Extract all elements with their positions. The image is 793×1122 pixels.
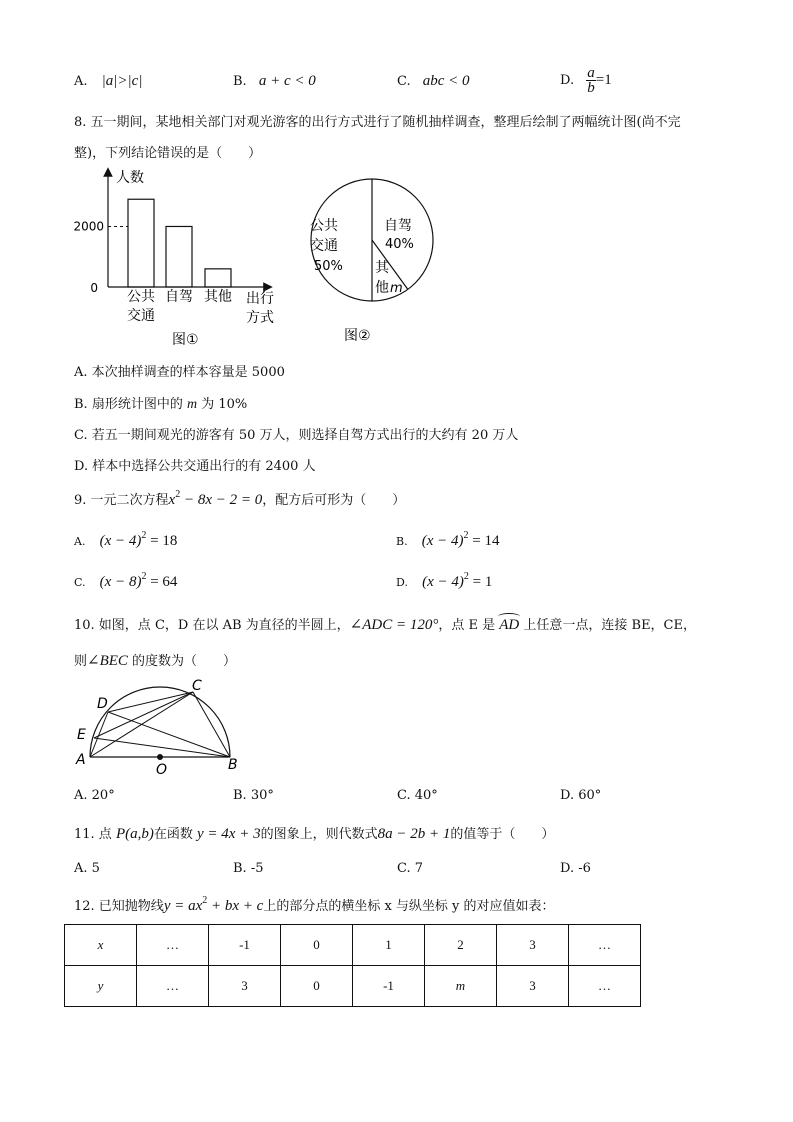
- bar-chart-ytick-2000: 2000: [73, 219, 104, 234]
- label-o: O: [156, 762, 168, 777]
- bar-chart-ylabel: 人数: [116, 170, 144, 186]
- bar-category-label-0-0: 公共: [127, 289, 155, 305]
- pie-label-other-line2: 他: [375, 280, 389, 296]
- label-b: B: [228, 757, 238, 773]
- q12-stem: 12. 已知抛物线$y = ax^2$ + bx + c上的部分点的横坐标 x 与纵坐标 y 的对应值如表：: [74, 895, 555, 914]
- pie-value-other: m: [390, 281, 403, 296]
- table-row-y: [65, 966, 641, 1007]
- bar-category-label-2-0: 其他: [204, 289, 232, 305]
- bar-category-label-0-1: 交通: [127, 308, 155, 324]
- q9-option-d[interactable]: D. $(x - 4)^2 = 1$: [396, 571, 493, 590]
- table-cell: y: [65, 966, 137, 1007]
- q9-option-b[interactable]: B. $(x - 4)^2 = 14$: [396, 530, 500, 549]
- label-a: A: [76, 752, 86, 768]
- q12-value-table: [64, 924, 641, 1007]
- bar-1: [166, 226, 192, 287]
- q10-arc-ad: AD: [499, 617, 520, 633]
- semicircle-arc: [90, 687, 230, 757]
- pie-chart-title: 图②: [344, 328, 371, 344]
- pie-chart-figure-2: [300, 168, 450, 348]
- table-cell: m: [425, 966, 497, 1007]
- table-cell: 0: [281, 966, 353, 1007]
- q8-option-a[interactable]: A. 本次抽样调查的样本容量是 5000: [74, 365, 285, 380]
- q10-option-b[interactable]: B. 30°: [233, 788, 274, 803]
- segment-eb: [94, 738, 230, 757]
- q7-option-c[interactable]: C. abc < 0: [397, 73, 470, 89]
- bar-2: [205, 269, 231, 287]
- table-cell: x: [65, 925, 137, 966]
- bar-chart-xlabel-line1: 出行: [246, 291, 274, 307]
- q8-option-d[interactable]: D. 样本中选择公共交通出行的有 2400 人: [74, 459, 316, 474]
- pie-value-public-transport: 50%: [314, 259, 343, 274]
- q9-option-a[interactable]: A. $(x - 4)^2 = 18$: [74, 530, 178, 549]
- q12-parabola: $y = ax^2$ + bx + c: [163, 895, 264, 914]
- bar-category-label-1-0: 自驾: [165, 289, 193, 305]
- q11-option-b[interactable]: B. -5: [233, 861, 264, 876]
- table-cell: …: [137, 925, 209, 966]
- label-d: D: [97, 696, 108, 712]
- q9-equation: $x^2 - 8x - 2 = 0$: [168, 489, 263, 508]
- table-cell: …: [137, 966, 209, 1007]
- q10-semicircle-figure: [70, 672, 250, 777]
- q7-option-d-fraction: $\frac{a}{b}$: [587, 65, 595, 96]
- table-cell: 2: [425, 925, 497, 966]
- segment-ec: [94, 692, 193, 738]
- table-cell: 3: [209, 966, 281, 1007]
- bar-chart-figure-1: [60, 162, 300, 347]
- segment-cb: [193, 692, 230, 757]
- q10-option-d[interactable]: D. 60°: [560, 788, 602, 803]
- table-cell: 3: [497, 966, 569, 1007]
- table-cell: …: [569, 925, 641, 966]
- center-point-o: [157, 754, 163, 760]
- bar-chart-title: 图①: [172, 332, 199, 347]
- q8-option-b[interactable]: B. 扇形统计图中的 m 为 10%: [74, 397, 248, 412]
- table-cell: -1: [209, 925, 281, 966]
- q7-option-a[interactable]: A. |a|>|c|: [74, 73, 143, 89]
- q8-option-c[interactable]: C. 若五一期间观光的游客有 50 万人，则选择自驾方式出行的大约有 20 万人: [74, 428, 519, 443]
- pie-label-public-transport-line1: 公共: [310, 218, 338, 234]
- label-c: C: [192, 678, 202, 694]
- table-cell: …: [569, 966, 641, 1007]
- table-cell: 1: [353, 925, 425, 966]
- pie-label-public-transport-line2: 交通: [310, 238, 338, 254]
- table-cell: 0: [281, 925, 353, 966]
- table-row-x: [65, 925, 641, 966]
- q10-option-a[interactable]: A. 20°: [74, 788, 115, 803]
- q11-option-c[interactable]: C. 7: [397, 861, 424, 876]
- table-cell: 3: [497, 925, 569, 966]
- bar-0: [128, 199, 154, 287]
- table-cell: -1: [353, 966, 425, 1007]
- q10-option-c[interactable]: C. 40°: [397, 788, 438, 803]
- q9-option-c[interactable]: C. $(x - 8)^2 = 64$: [74, 571, 178, 590]
- q7-option-d[interactable]: D. $\frac{a}{b}$ =1: [560, 65, 612, 96]
- pie-value-self-drive: 40%: [385, 237, 414, 252]
- q8-stem-line2: 整)，下列结论错误的是（ ）: [74, 146, 262, 161]
- q10-stem-line2: 则∠BEC 的度数为（ ）: [74, 653, 237, 669]
- bar-chart-xlabel-line2: 方式: [246, 310, 274, 326]
- q9-stem: 9. 一元二次方程$x^2 - 8x - 2 = 0$，配方后可形为（ ）: [74, 489, 406, 508]
- q11-option-a[interactable]: A. 5: [74, 861, 100, 876]
- q11-stem: 11. 点 P(a,b)在函数 y = 4x + 3的图象上，则代数式8a − 2b + 1的值等于（ ）: [74, 826, 555, 842]
- q8-stem-line1: 8. 五一期间，某地相关部门对观光游客的出行方式进行了随机抽样调查，整理后绘制了两幅统计图(尚不完: [74, 115, 681, 130]
- segment-dc: [108, 692, 193, 712]
- q7-option-b[interactable]: B. a + c < 0: [233, 73, 316, 89]
- q10-stem-line1: 10. 如图，点 C，D 在以 AB 为直径的半圆上，∠ADC = 120°，点 E 是 AD 上任意一点，连接 BE，CE，: [74, 617, 696, 633]
- q11-option-d[interactable]: D. -6: [560, 861, 591, 876]
- q7-option-b-expr: a + c < 0: [258, 73, 316, 89]
- q7-option-a-expr: |a|>|c|: [101, 73, 143, 89]
- q7-option-c-expr: abc < 0: [422, 73, 470, 89]
- bar-chart-ytick-0: 0: [90, 281, 98, 295]
- label-e: E: [77, 727, 86, 743]
- pie-label-self-drive: 自驾: [384, 218, 412, 234]
- pie-label-other-line1: 其: [375, 260, 389, 276]
- segment-ad: [90, 712, 108, 757]
